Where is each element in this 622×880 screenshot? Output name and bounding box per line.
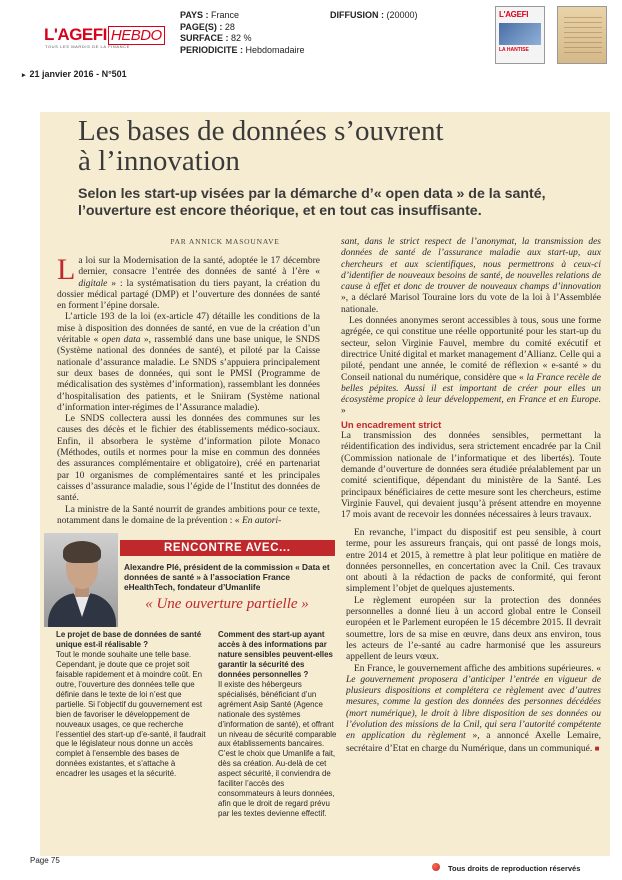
end-mark-icon: ■: [594, 743, 600, 753]
text-segment: », a déclaré Marisol Touraine lors du vote de la loi à l’Assemblée nationale.: [341, 293, 601, 315]
paragraph: [57, 256, 320, 312]
issue-date-text: 21 janvier 2016 - N°501: [29, 69, 127, 79]
text-segment: La ministre de la Santé nourrit de grandes ambitions pour ce texte, notamment dans le domaine de la prévention : «: [57, 504, 320, 526]
paragraph: [346, 528, 601, 596]
text-segment: a loi sur la Modernisation de la santé, adoptée le 17 décembre dernier, consacre l’entrée des données de santé à l’ère «: [78, 256, 320, 278]
page-number: Page 75: [30, 856, 60, 865]
article-subtitle: Selon les start-up visées par la démarche d’« open data » de la santé, l’ouverture est encore théorique, et en tout cas insuffisante.: [78, 186, 546, 219]
article-title: [78, 116, 608, 176]
agefi-hebdo-logo: [44, 25, 162, 55]
copyright-notice: Tous droits de reproduction réservés: [448, 864, 581, 873]
pages-row: [180, 22, 305, 34]
interview-answer-1: Tout le monde souhaite une telle base. Cependant, je doute que ce projet soit faisable rapidement et à moindre coût. En outre, l’ouverture des données telle que définie dans le texte de loi n’est que partielle. Si l’objectif du gouvernement est bien de favoriser le développement de nouveaux usages, ce que recherche l’essentiel des start-up d’e-santé, il faudrait que le législateur nous donne un accès complet à l’ensemble des bases de données existantes, et s’attache à encadrer les usages et la sécurité.: [56, 649, 206, 779]
surface-row: [180, 33, 305, 45]
text-segment: En revanche, l’impact du dispositif est peu sensible, à court terme, pour les assureurs français, qui ont passé de longs mois, entre 2014 et 2015, à remettre à plat leur politique en matière de données personnelles, en concertation avec la Cnil. Ces travaux ont abouti à la rédaction de packs de conformité, qui feront simplement l’objet de quelques ajustements.: [346, 528, 601, 595]
text-segment: », a annoncé Axelle Lemaire, secrétaire d’Etat en charge du Numérique, dans un communiqué.: [346, 731, 601, 754]
italic-text-segment: digitale: [78, 278, 108, 289]
clipping-metadata: [180, 10, 305, 56]
article-column-left: [57, 256, 320, 544]
right-column-paragraphs-bottom: [346, 528, 601, 755]
text-segment: Le règlement européen sur la protection des données personnelles a donné lieu à un accord global entre le Conseil européen et le Parlement européen le 15 décembre 2015. Il devrait soumettre, lors de sa mise en œuvre, dans deux ans environ, tous les acteurs de l’e-santé au cadre harmonisé que les assureurs appellent de leurs vœux.: [346, 595, 601, 663]
logo-suffix: HEBDO: [108, 26, 165, 45]
text-segment: La transmission des données sensibles, permettant la réidentification des individus, sera strictement encadrée par la Cnil (Commission nationale de l’informatique et des libertés). Toute demande d’ouverture de données sera étudiée préalablement par un comité scientifique, dépendant du ministère de la Santé. Les principaux bénéficiaires de cette mesure sont les chercheurs, estime Virginie Fauvel, qui devaient jusqu’à présent attendre en moyenne 17 mois avant de recevoir les données nécessaires à leurs travaux.: [341, 431, 601, 521]
drop-cap: L: [57, 256, 76, 286]
interviewee-photo: [44, 533, 118, 627]
byline: PAR ANNICK MASOUNAVE: [170, 237, 280, 246]
kantar-logo-icon: [432, 863, 440, 871]
paragraph: [57, 414, 320, 504]
surface-value: 82 %: [231, 33, 252, 43]
page-thumbnail-lines: [564, 17, 602, 55]
logo-text: L'AGEFI: [44, 25, 107, 44]
text-segment: Les données anonymes seront accessibles à tous, sous une forme agrégée, ce qui constitue une réelle opportunité pour les start-up du secteur, selon Virginie Fauvel, membre du comité exécutif et directrice Unité digital et market management d’Allianz. Celle qui a piloté, pendant une année, le comité de réflexion « e-santé » du Conseil national du numérique, considère que «: [341, 316, 601, 383]
paragraph: [341, 431, 601, 521]
cover-image: [499, 23, 541, 45]
italic-text-segment: la France recèle de belles pépites. Aussi il est important de créer pour elles un écosystème propice à leur développement, en France et en Europe.: [341, 372, 601, 406]
interviewee-description: Alexandre Plé, président de la commission « Data et données de santé » à l’association France eHealthTech, fondateur d’Umanlife: [124, 562, 330, 592]
interview-answer-2: Il existe des hébergeurs spécialisés, bénéficiant d’un agrément Asip Santé (Agence nationale des systèmes d’information de santé), et offrant un niveau de sécurité comparable aux établissements bancaires. C’est le choix que Umanlife a fait, dès sa création. Au-delà de cet aspect sécurité, il conviendra de faciliter l’accès des consommateurs à leurs données, afin que le droit de regard prévu par les textes devienne effectif.: [218, 679, 337, 819]
paragraph: [341, 316, 601, 418]
paragraph: [346, 596, 601, 664]
page-thumbnail: [557, 6, 607, 64]
country-row: [180, 10, 305, 22]
italic-text-segment: sant, dans le strict respect de l’anonymat, la transmission des données de santé de l’assurance maladie aux start-up, aux chercheurs et aux scientifiques, nous permettrons à ceux-ci d’identifier de nouveaux besoins de santé, de nouvelles relations de cause à effet et donc de trouver de nouveaux champs d’innovation: [341, 237, 601, 293]
periodicity-label: PERIODICITE :: [180, 44, 244, 55]
interview-qa-left: [56, 630, 206, 852]
diffusion-label: DIFFUSION :: [330, 10, 384, 20]
left-column-paragraphs: [57, 256, 320, 527]
paragraph: [346, 664, 601, 755]
text-segment: En France, le gouvernement affiche des ambitions supérieures. «: [354, 663, 601, 674]
cover-title: L'AGEFI: [499, 10, 529, 19]
photo-hair: [63, 541, 101, 563]
logo-tagline: TOUS LES MARDIS DE LA FINANCE: [45, 44, 130, 49]
interview-headline: « Une ouverture partielle »: [145, 596, 309, 612]
text-segment: Le SNDS collectera aussi les données des communes sur les causes des décès et le fichier des établissements médico-sociaux. Enfin, il absorbera le système d’information pilote Monaco (Méthodes, outils et normes pour la mise en commun des données des assurances complémentaire et obligatoire), créé en partenariat par 10 organismes de complémentaires santé et les principales caisses d’assurance maladie, sous l’égide de l’Institut des données de santé.: [57, 414, 320, 504]
magazine-cover-thumbnail: [495, 6, 545, 64]
bullet-arrow-icon: ▸: [22, 72, 26, 79]
paragraph: [341, 237, 601, 316]
text-segment: L’article 193 de la loi (ex-article 47) détaille les conditions de la mise à disposition des données de santé, en vue de la création d’un véritable «: [57, 312, 320, 346]
pages-value: 28: [224, 21, 235, 32]
pages-label: PAGE(S) :: [180, 21, 223, 32]
italic-text-segment: open data: [101, 335, 141, 346]
right-column-paragraphs-top: [341, 237, 601, 418]
text-segment: »: [341, 406, 346, 417]
country-label: PAYS :: [180, 10, 209, 20]
periodicity-value: Hebdomadaire: [245, 44, 305, 55]
diffusion-value: (20000): [386, 10, 418, 20]
section-subheading: Un encadrement strict: [341, 419, 442, 431]
logo-wordmark: [44, 25, 165, 45]
country-value: France: [211, 10, 240, 20]
italic-text-segment: En autori-: [241, 515, 282, 526]
text-segment: », rassemblé dans une base unique, le SNDS (Système national des données de santé), et piloté par la Caisse nationale d’assurance maladie. Le SNDS s’appuiera principalement sur deux bases de données, qui sont le PMSI (Programme de médicalisation des systèmes d’information), rassemblant les données d’hospitalisation des patients, et le Sniiram (Système national d’information inter-régimes de l’Assurance maladie).: [57, 335, 320, 413]
interview-qa-right: [218, 630, 338, 852]
right-column-paragraphs-mid: [341, 431, 601, 521]
surface-label: SURFACE :: [180, 33, 229, 43]
interview-question-1: Le projet de base de données de santé unique est-il réalisable ?: [56, 630, 202, 649]
title-line-2: à l’innovation: [78, 145, 240, 177]
text-segment: » : la systématisation du tiers payant, la création du dossier médical partagé (DMP) et l’ouverture des données de santé en forment l’épine dorsale.: [57, 278, 320, 312]
article-column-right-lower: [346, 528, 601, 855]
cover-headline: LA HANTISE: [499, 47, 529, 53]
interview-banner: RENCONTRE AVEC...: [120, 540, 335, 556]
periodicity-row: [180, 45, 305, 57]
diffusion-row: [330, 10, 418, 22]
issue-date: [22, 69, 127, 79]
interview-question-2: Comment des start-up ayant accès à des informations par nature sensibles peuvent-elles garantir la sécurité des données personnelles ?: [218, 630, 333, 679]
paragraph: [57, 312, 320, 414]
paragraph: [57, 505, 320, 528]
title-line-1: Les bases de données s’ouvrent: [78, 115, 444, 147]
italic-text-segment: Le gouvernement proposera d’anticiper l’entrée en vigueur de plusieurs dispositions et complétera ce règlement avec d’autres mesures, comme la gestion des données des personnes décédées (mort numérique), le droit à libre disposition de ses données ou l’évolution des missions de la Cnil, qui sera l’autorité compétente en application du règlement: [346, 674, 601, 742]
